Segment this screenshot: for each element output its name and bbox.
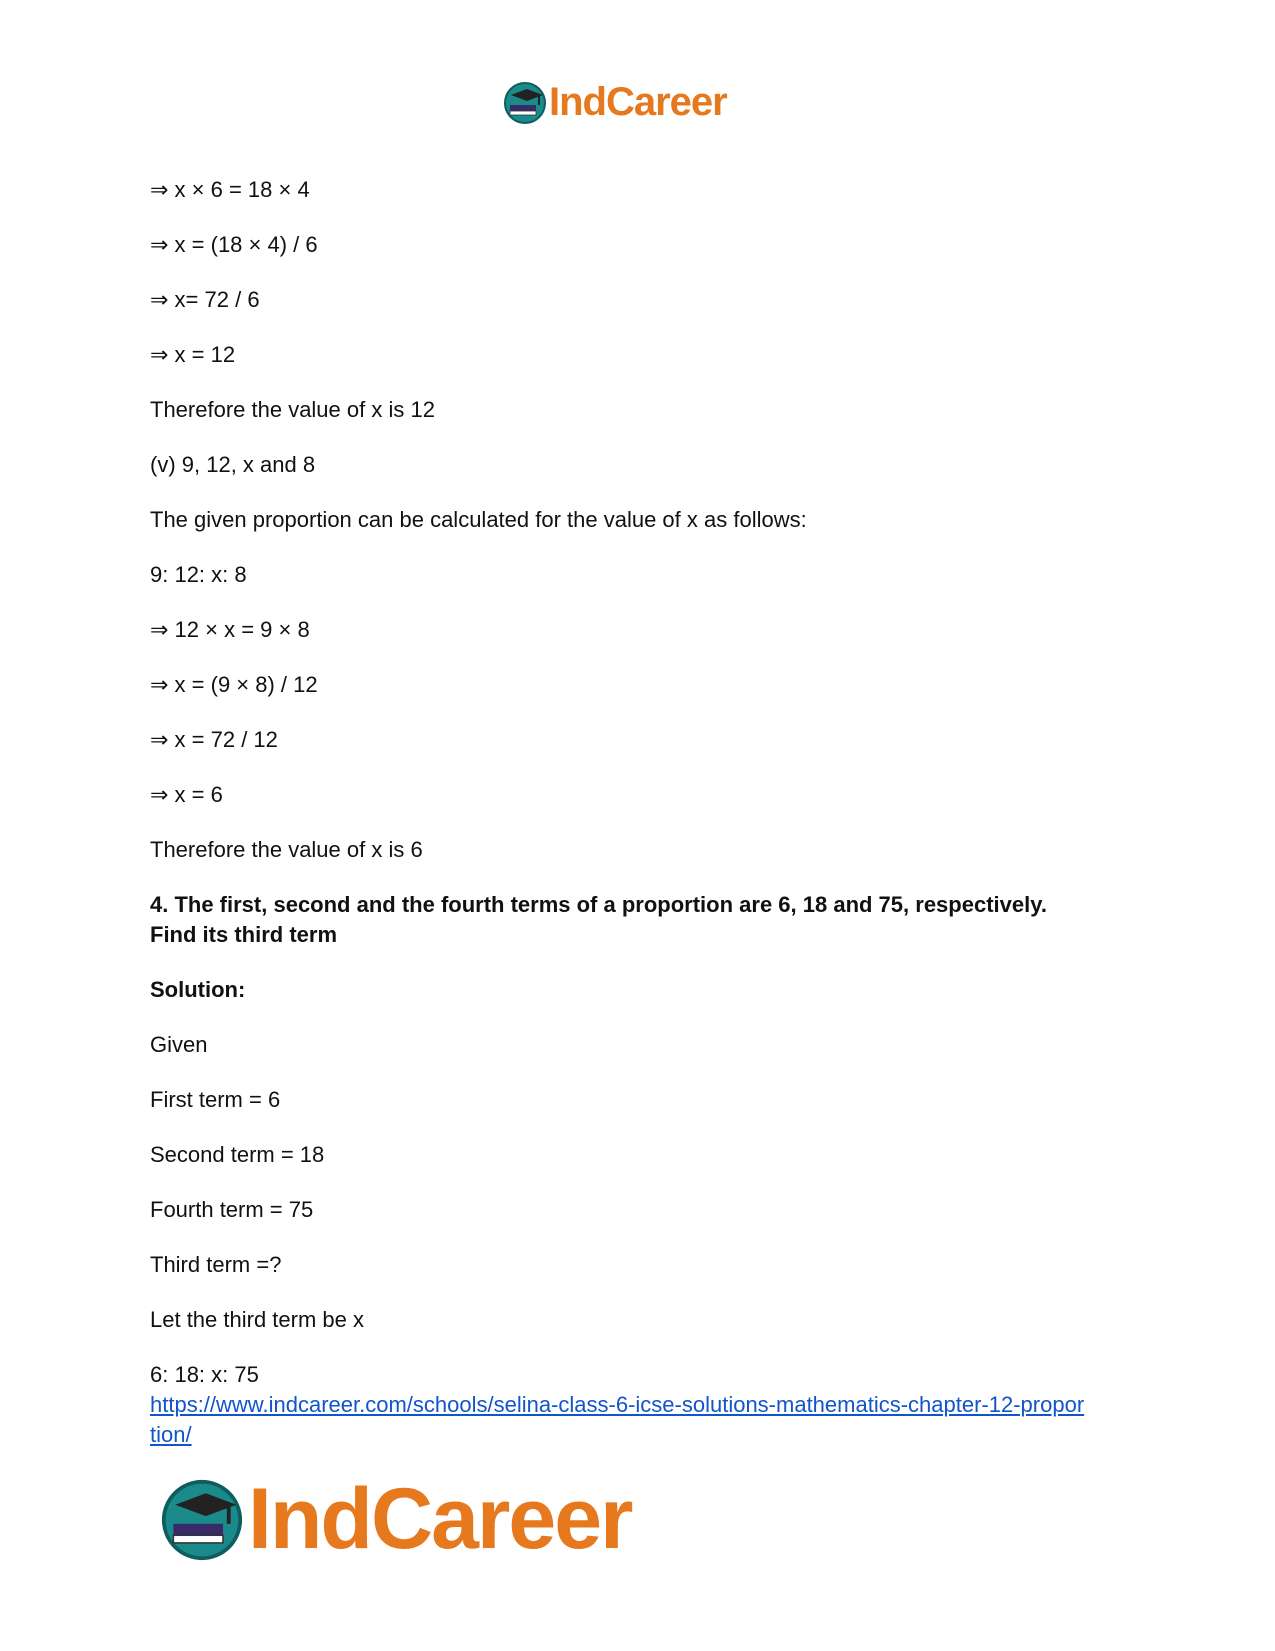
source-link[interactable]: https://www.indcareer.com/schools/selina-class-6-icse-solutions-mathematics-chapter-12-propor [150,1392,1085,1417]
source-link-cont[interactable]: tion/ [150,1422,192,1447]
graduation-book-icon [160,1478,244,1562]
graduation-book-icon [503,81,547,125]
equation-line: ⇒ x = 6 [150,782,223,807]
proportion-line: 9: 12: x: 8 [150,562,247,587]
equation-line: ⇒ x = (18 × 4) / 6 [150,232,318,257]
equation-line: ⇒ x = 72 / 12 [150,727,278,752]
solution-line: Second term = 18 [150,1142,325,1167]
solution-line: Fourth term = 75 [150,1197,314,1222]
logo-text: IndCareer [549,80,727,124]
solution-line: Given [150,1032,208,1057]
question-text: 4. The first, second and the fourth terms of a proportion are 6, 18 and 75, respectively. [150,892,1047,917]
solution-line: Third term =? [150,1252,282,1277]
header-logo [503,80,727,125]
explanation-text: The given proportion can be calculated for the value of x as follows: [150,507,807,532]
equation-line: ⇒ x = (9 × 8) / 12 [150,672,318,697]
conclusion-text: Therefore the value of x is 6 [150,837,423,862]
conclusion-text: Therefore the value of x is 12 [150,397,435,422]
equation-line: ⇒ 12 × x = 9 × 8 [150,617,310,642]
solution-line: 6: 18: x: 75 [150,1362,259,1387]
footer-logo [160,1470,632,1569]
question-text-cont: Find its third term [150,922,337,947]
solution-line: First term = 6 [150,1087,281,1112]
solution-line: Let the third term be x [150,1307,364,1332]
equation-line: ⇒ x × 6 = 18 × 4 [150,177,310,202]
equation-line: ⇒ x = 12 [150,342,236,367]
equation-line: ⇒ x= 72 / 6 [150,287,260,312]
part-heading: (v) 9, 12, x and 8 [150,452,316,477]
solution-label: Solution: [150,977,246,1002]
logo-text: IndCareer [248,1471,632,1567]
